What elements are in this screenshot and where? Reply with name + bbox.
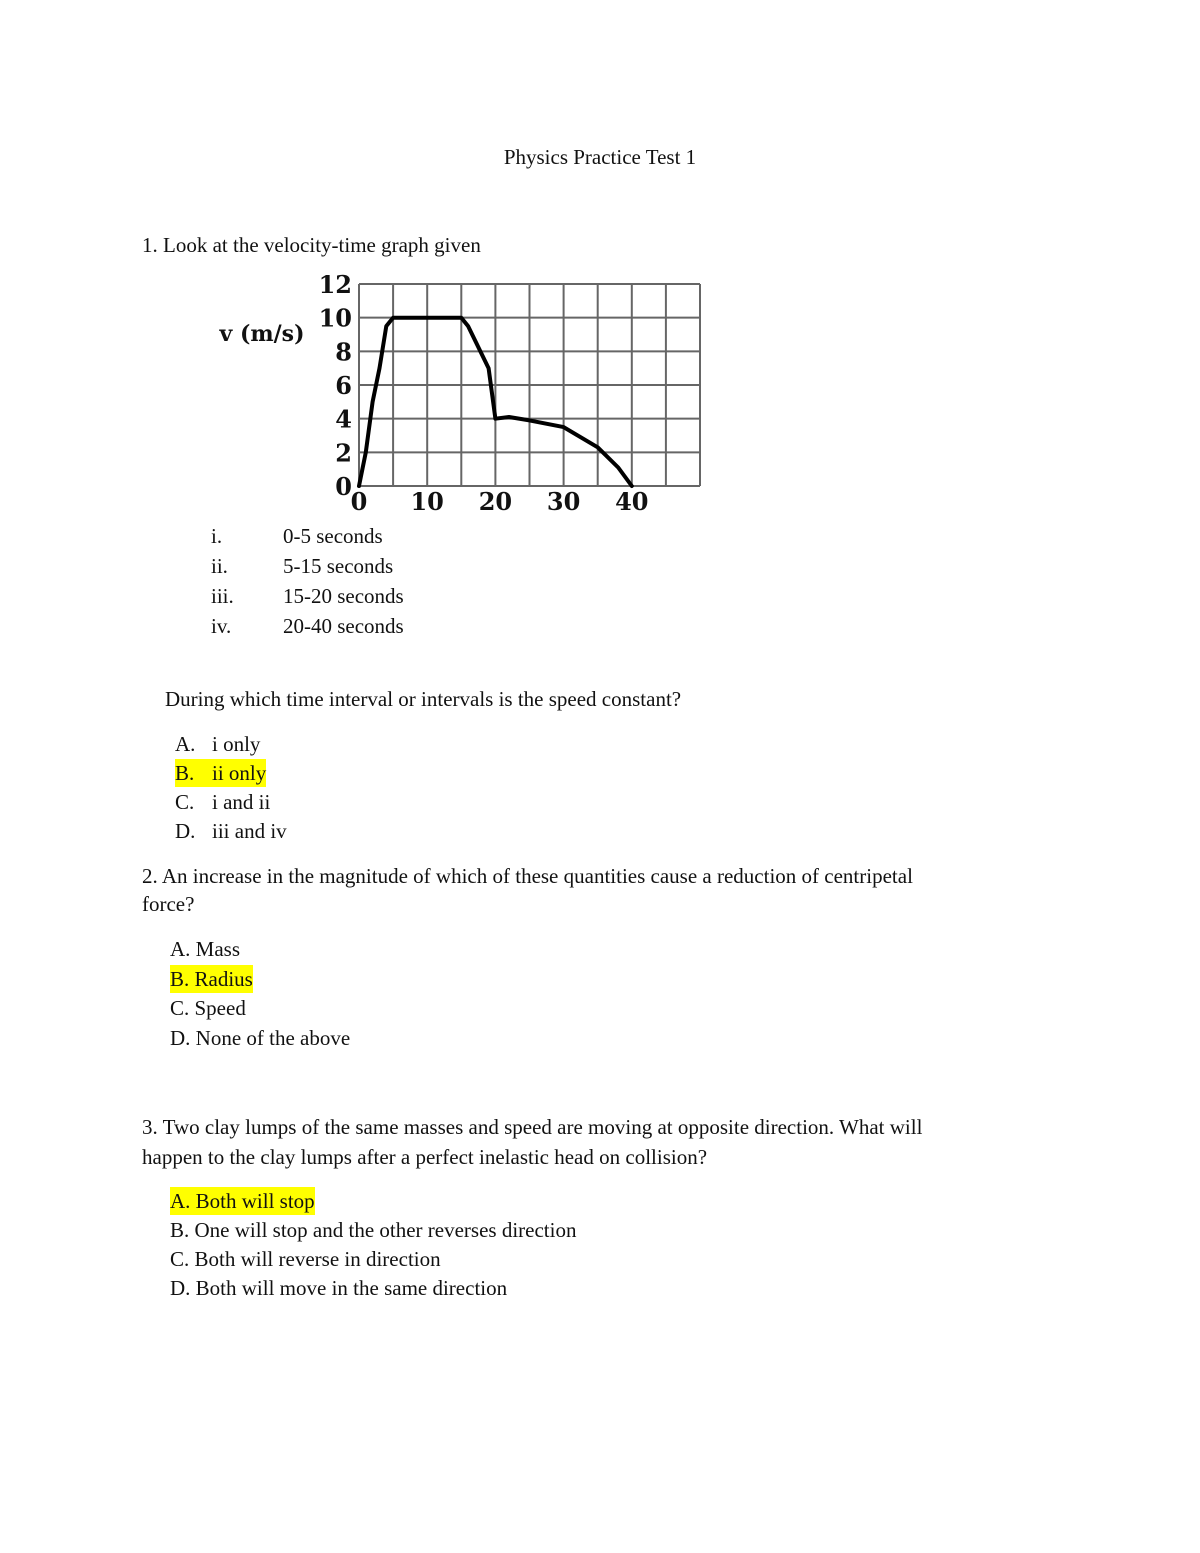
- y-tick-label: 2: [335, 438, 352, 468]
- interval-text: 0-5 seconds: [283, 524, 383, 548]
- question-2-prompt-line2: force?: [142, 892, 195, 916]
- q3-option: B. One will stop and the other reverses direction: [170, 1218, 577, 1242]
- q1-option: [175, 817, 287, 845]
- question-1-text: During which time interval or intervals is the speed constant?: [165, 687, 682, 711]
- option-text: ii only: [212, 761, 267, 785]
- interval-number: iii.: [211, 584, 234, 608]
- q1-option: [175, 730, 260, 758]
- interval-number: ii.: [211, 554, 228, 578]
- y-tick-label: 4: [335, 404, 352, 434]
- x-tick-label: 30: [546, 487, 581, 516]
- x-tick-label: 10: [410, 487, 444, 516]
- option-letter: D.: [175, 819, 196, 843]
- q3-option: A. Both will stop: [170, 1189, 315, 1213]
- chart-grid: [359, 284, 700, 486]
- x-tick-label: 0: [350, 487, 368, 516]
- option-letter: A.: [175, 732, 196, 756]
- question-1-prompt: 1. Look at the velocity-time graph given: [142, 233, 481, 257]
- q2-option: D. None of the above: [170, 1025, 351, 1050]
- y-tick-label: 12: [318, 270, 352, 299]
- option-letter: B.: [175, 761, 195, 785]
- y-tick-label: 6: [335, 371, 352, 400]
- y-tick-label: 10: [318, 303, 352, 333]
- x-tick-label: 40: [615, 487, 649, 516]
- option-text: i and ii: [212, 790, 271, 814]
- question-3-prompt-line1: 3. Two clay lumps of the same masses and speed are moving at opposite direction. What will: [142, 1115, 923, 1139]
- q3-option: C. Both will reverse in direction: [170, 1247, 441, 1271]
- y-axis-label: v (m/s): [219, 321, 305, 347]
- interval-number: i.: [211, 524, 223, 548]
- q1-option: [175, 788, 270, 816]
- interval-number: iv.: [211, 614, 232, 638]
- interval-text: 5-15 seconds: [283, 554, 394, 578]
- option-text: iii and iv: [212, 819, 287, 843]
- q2-option: C. Speed: [170, 996, 246, 1020]
- question-3-prompt-line2: happen to the clay lumps after a perfect inelastic head on collision?: [142, 1145, 708, 1169]
- q2-option: B. Radius: [170, 966, 253, 991]
- interval-text: 20-40 seconds: [283, 614, 404, 638]
- interval-text: 15-20 seconds: [283, 584, 404, 608]
- option-text: i only: [212, 732, 261, 756]
- q3-option: D. Both will move in the same direction: [170, 1276, 508, 1300]
- q2-option: A. Mass: [170, 937, 241, 961]
- x-tick-label: 20: [478, 487, 513, 516]
- y-tick-label: 8: [335, 337, 352, 367]
- page-title: Physics Practice Test 1: [503, 145, 697, 169]
- question-2-prompt-line1: 2. An increase in the magnitude of which of these quantities cause a reduction of centripetal: [142, 864, 913, 888]
- y-tick-label: 0: [335, 472, 352, 501]
- q1-option: [175, 759, 266, 787]
- option-letter: C.: [175, 790, 195, 814]
